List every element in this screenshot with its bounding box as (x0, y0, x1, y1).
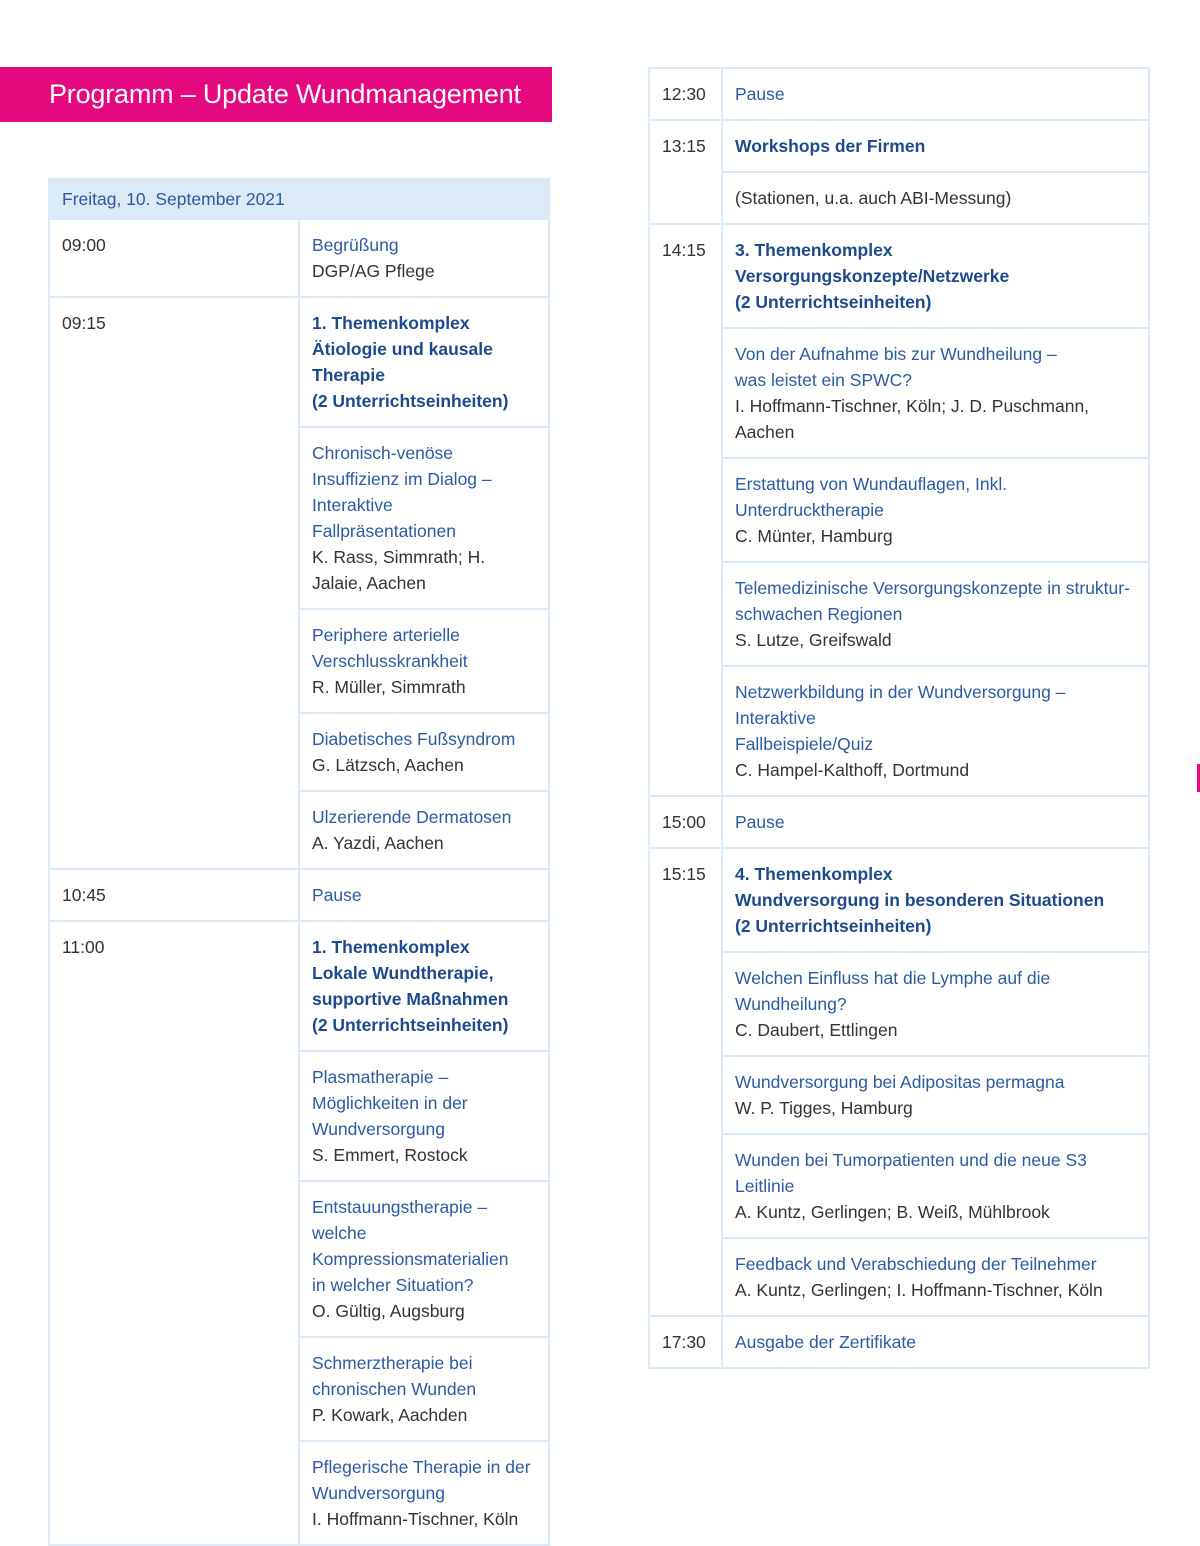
session-speaker: DGP/AG Pflege (312, 261, 435, 281)
block-cell (299, 921, 549, 1051)
session-cell (722, 328, 1149, 458)
session-cell (722, 458, 1149, 562)
session-title: Chronisch-venöse Insuffizienz im Dialog – Interaktive (312, 443, 492, 515)
session-speaker: C. Münter, Hamburg (735, 526, 893, 546)
table-row (49, 219, 549, 297)
block-title: Ätiologie und kausale Therapie (312, 339, 493, 385)
table-row (649, 796, 1149, 848)
table-row (649, 562, 1149, 666)
session-speaker: S. Lutze, Greifswald (735, 630, 892, 650)
program-table-right (648, 67, 1150, 1369)
session-title: schwachen Regionen (735, 604, 903, 624)
session-cell (299, 609, 549, 713)
session-cell (299, 1051, 549, 1181)
block-title: Workshops der Firmen (735, 136, 926, 156)
session-cell (299, 427, 549, 609)
session-cell (722, 562, 1149, 666)
session-cell (722, 1238, 1149, 1316)
block-units: (2 Unterrichtseinheiten) (735, 292, 932, 312)
session-title: Periphere arterielle Verschlusskrankheit (312, 625, 468, 671)
session-cell (299, 219, 549, 297)
block-title: Lokale Wundtherapie, supportive Maßnahmen (312, 963, 509, 1009)
session-title: Ulzerierende Dermatosen (312, 807, 512, 827)
block-title: 4. Themenkomplex (735, 864, 893, 884)
session-speaker: A. Yazdi, Aachen (312, 833, 444, 853)
session-title: Erstattung von Wundauflagen, Inkl. Unterdrucktherapie (735, 474, 1008, 520)
program-table-left (48, 178, 550, 1546)
page-title: Programm – Update Wundmanagement (0, 67, 552, 122)
table-row (649, 1134, 1149, 1238)
table-row (649, 952, 1149, 1056)
session-cell (722, 1316, 1149, 1368)
block-title: Versorgungskonzepte/Netzwerke (735, 266, 1010, 286)
time-cell: 10:45 (49, 869, 299, 921)
session-cell (299, 791, 549, 869)
session-title: Schmerztherapie bei chronischen Wunden (312, 1353, 477, 1399)
day-heading: Freitag, 10. September 2021 (49, 179, 549, 219)
block-cell (722, 224, 1149, 328)
table-row (649, 666, 1149, 796)
session-speaker: G. Lätzsch, Aachen (312, 755, 464, 775)
block-units: (2 Unterrichtseinheiten) (735, 916, 932, 936)
session-title: Pflegerische Therapie in der Wundversorgung (312, 1457, 531, 1503)
table-row (649, 224, 1149, 328)
time-cell: 15:15 (649, 848, 722, 1316)
block-units: (2 Unterrichtseinheiten) (312, 1015, 509, 1035)
schedule-left (48, 178, 550, 1546)
table-row (49, 921, 549, 1051)
session-speaker: W. P. Tigges, Hamburg (735, 1098, 913, 1118)
table-row (49, 297, 549, 427)
session-speaker: P. Kowark, Aachden (312, 1405, 468, 1425)
session-speaker: I. Hoffmann-Tischner, Köln; J. D. Puschmann, Aachen (735, 396, 1090, 442)
time-cell: 09:15 (49, 297, 299, 869)
session-speaker: R. Müller, Simmrath (312, 677, 466, 697)
block-title: 3. Themenkomplex (735, 240, 893, 260)
break-label: Pause (735, 84, 785, 104)
table-row (49, 869, 549, 921)
session-cell (299, 1441, 549, 1545)
table-row (649, 458, 1149, 562)
session-speaker: A. Kuntz, Gerlingen; I. Hoffmann-Tischner, Köln (735, 1280, 1103, 1300)
session-title: Von der Aufnahme bis zur Wundheilung – (735, 344, 1057, 364)
session-title: Fallpräsentationen (312, 521, 456, 541)
session-title: Wundversorgung bei Adipositas permagna (735, 1072, 1065, 1092)
session-title: Begrüßung (312, 235, 399, 255)
session-title: Telemedizinische Versorgungskonzepte in struktur- (735, 578, 1130, 598)
session-cell (299, 1337, 549, 1441)
session-title: Netzwerkbildung in der Wundversorgung – Interaktive (735, 682, 1066, 728)
session-cell (299, 1181, 549, 1337)
session-title: Wunden bei Tumorpatienten und die neue S3 Leitlinie (735, 1150, 1087, 1196)
time-cell: 12:30 (649, 68, 722, 120)
table-row (649, 68, 1149, 120)
break-label: Pause (735, 812, 785, 832)
session-cell (722, 952, 1149, 1056)
session-title: Ausgabe der Zertifikate (735, 1332, 916, 1352)
session-speaker: C. Daubert, Ettlingen (735, 1020, 898, 1040)
time-cell: 17:30 (649, 1316, 722, 1368)
session-speaker: K. Rass, Simmrath; H. Jalaie, Aachen (312, 547, 486, 593)
session-speaker: A. Kuntz, Gerlingen; B. Weiß, Mühlbrook (735, 1202, 1050, 1222)
session-title: Entstauungstherapie – welche Kompressionsmaterialien (312, 1197, 509, 1269)
session-title: was leistet ein SPWC? (735, 370, 913, 390)
table-row (649, 172, 1149, 224)
session-title: Diabetisches Fußsyndrom (312, 729, 516, 749)
block-units: (2 Unterrichtseinheiten) (312, 391, 509, 411)
table-row (649, 1316, 1149, 1368)
session-cell (722, 1134, 1149, 1238)
break-label: Pause (312, 885, 362, 905)
session-speaker: C. Hampel-Kalthoff, Dortmund (735, 760, 970, 780)
session-title: Fallbeispiele/Quiz (735, 734, 874, 754)
session-speaker: O. Gültig, Augsburg (312, 1301, 465, 1321)
block-title: 1. Themenkomplex (312, 937, 470, 957)
note-cell (722, 172, 1149, 224)
block-title: 1. Themenkomplex (312, 313, 470, 333)
session-cell (299, 869, 549, 921)
time-cell: 13:15 (649, 120, 722, 224)
session-cell (722, 68, 1149, 120)
session-title: in welcher Situation? (312, 1275, 474, 1295)
time-cell: 15:00 (649, 796, 722, 848)
session-speaker: I. Hoffmann-Tischner, Köln (312, 1509, 519, 1529)
block-cell (722, 848, 1149, 952)
block-title: Wundversorgung in besonderen Situationen (735, 890, 1105, 910)
session-title: Plasmatherapie – Möglichkeiten in der Wundversorgung (312, 1067, 468, 1139)
block-cell (722, 120, 1149, 172)
time-cell: 11:00 (49, 921, 299, 1545)
session-cell (722, 796, 1149, 848)
session-title: Welchen Einfluss hat die Lymphe auf die Wundheilung? (735, 968, 1051, 1014)
block-cell (299, 297, 549, 427)
table-row (649, 1238, 1149, 1316)
table-row (649, 328, 1149, 458)
time-cell: 14:15 (649, 224, 722, 796)
session-speaker: S. Emmert, Rostock (312, 1145, 468, 1165)
session-cell (722, 1056, 1149, 1134)
table-row (649, 848, 1149, 952)
table-row (649, 1056, 1149, 1134)
schedule-right (648, 67, 1150, 1369)
table-row (649, 120, 1149, 172)
session-cell (722, 666, 1149, 796)
session-title: Feedback und Verabschiedung der Teilnehmer (735, 1254, 1097, 1274)
time-cell: 09:00 (49, 219, 299, 297)
session-cell (299, 713, 549, 791)
session-note: (Stationen, u.a. auch ABI-Messung) (735, 188, 1012, 208)
